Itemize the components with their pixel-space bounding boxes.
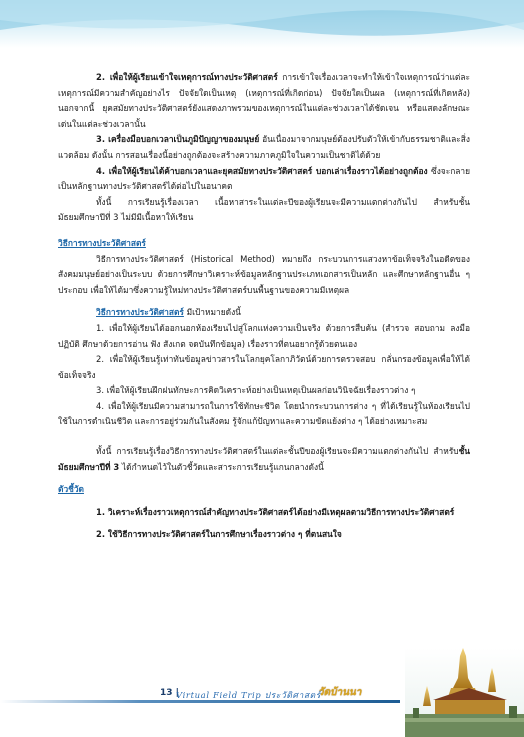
paragraph-closing <box>58 444 470 475</box>
goal-2-text: การเข้าใจเรื่องเวลาจะทำให้เข้าใจเหตุการณ์ว่าแต่ละเหตุการณ์มีความสำคัญอย่างไร ปัจจัยใดเป็นเหตุ (เหตุการณ์ที่เกิดก่อน) ปัจจัยใดเป็นผล (เหตุการณ์ที่เกิดหลัง) นอกจากนี้ ยุคสมัยทางประวัติศาสตร์ยังแสดงภาพรวมของเหตุการณ์ในแต่ละช่วงเวลาได้ชัดเจน หรือแสดงลักษณะเด่นในแต่ละช่วงเวลานั้น <box>58 72 470 129</box>
section-heading-indicators: ตัวชี้วัด <box>58 484 84 495</box>
list-item: 2. เพื่อให้ผู้เรียนรู้เท่าทันข้อมูลข่าวสารในโลกยุคโลกาภิวัตน์ด้วยการตรวจสอบ กลั่นกรองข้อมูลเพื่อให้ได้ข้อเท็จจริง <box>58 354 470 380</box>
footer-brand-text: Virtual Field Trip ประวัติศาสตร์ <box>176 691 321 701</box>
page-number: 13 | <box>160 688 179 698</box>
list-item: 4. เพื่อให้ผู้เรียนมีความสามารถในการใช้ทักษะชีวิต โดยนำกระบวนการต่าง ๆ ที่ได้เรียนรู้ในห้องเรียนไปใช้ในการดำเนินชีวิต และการอยู่ร่วมกันในสังคม รู้จักแก้ปัญหาและความขัดแย้งต่าง ๆ ได้อย่างเหมาะสม <box>58 400 470 427</box>
closing-post: ได้กำหนดไว้ในตัวชี้วัดและสาระการเรียนรู้แกนกลางดังนี้ <box>119 461 324 472</box>
indicator-item: 2. ใช้วิธีการทางประวัติศาสตร์ในการศึกษาเรื่องราวต่าง ๆ ที่ตนสนใจ <box>96 529 342 540</box>
paragraph-goal-2 <box>58 70 470 132</box>
closing-grade: ชั้นมัธยมศึกษาปีที่ 3 <box>58 446 470 472</box>
indicator-item: 1. วิเคราะห์เรื่องราวเหตุการณ์สำคัญทางประวัติศาสตร์ได้อย่างมีเหตุผลตามวิธีการทางประวัติศาสตร์ <box>96 506 455 517</box>
goal-4-lead: 4. เพื่อให้ผู้เรียนได้ค้าบอกเวลาและยุคสมัยทางประวัติศาสตร์ บอกเล่าเรื่องราวได้อย่างถูกต้อง <box>96 165 428 176</box>
goal-4-text: ซึ่งจะกลายเป็นหลักฐานทางประวัติศาสตร์ได้ต่อไปในอนาคต <box>58 165 471 192</box>
goal-3-text: อันเนื่องมาจากมนุษย์ต้องปรับตัวให้เข้ากับธรรมชาติและสิ่งแวดล้อม ดังนั้น การสอนเรื่องนี้อย่างถูกต้องจะสร้างความภาคภูมิใจในความเป็นชาติได้ด้วย <box>58 134 470 160</box>
paragraph-goals-intro <box>58 305 470 321</box>
closing-pre: ทั้งนี้ การเรียนรู้เรื่องวิธีการทางประวัติศาสตร์ในแต่ละชั้นปีของผู้เรียนจะมีความแตกต่างกันไป สำหรับ <box>96 446 459 457</box>
header-wave-decoration <box>0 0 524 48</box>
section-heading-historical-method: วิธีการทางประวัติศาสตร์ <box>58 237 146 248</box>
header-banner <box>0 0 524 48</box>
temple-illustration-icon <box>405 648 524 737</box>
list-item: 3. เพื่อให้ผู้เรียนฝึกฝนทักษะการคิดวิเคราะห์อย่างเป็นเหตุเป็นผลก่อนวินิจฉัยเรื่องราวต่าง ๆ <box>96 385 416 396</box>
list-item: 1. เพื่อให้ผู้เรียนได้ออกนอกห้องเรียนไปสู่โลกแห่งความเป็นจริง ด้วยการสืบค้น (สำรวจ สอบถาม ลงมือปฏิบัติ ศึกษาด้วยการอ่าน ฟัง สังเกต จดบันทึกข้อมูล) เรื่องราวที่ตนอยากรู้ด้วยตนเอง <box>58 322 470 349</box>
document-body <box>58 70 470 543</box>
paragraph-goal-4 <box>58 164 470 195</box>
paragraph-goal-3 <box>58 132 470 163</box>
footer-brand-logo-text: วัดบ้านนา <box>318 687 362 698</box>
goals-intro-heading: วิธีการทางประวัติศาสตร์ <box>96 307 184 318</box>
goal-2-lead: 2. เพื่อให้ผู้เรียนเข้าใจเหตุการณ์ทางประวัติศาสตร์ <box>96 72 278 82</box>
paragraph-summary: ทั้งนี้ การเรียนรู้เรื่องเวลา เนื้อหาสาระในแต่ละปีของผู้เรียนจะมีความแตกต่างกันไป สำหรับชั้นมัธยมศึกษาปีที่ 3 ไม่มีมีเนื้อหาให้เรียน <box>58 196 470 223</box>
goals-intro-tail: มีเป้าหมายดังนี้ <box>183 307 241 318</box>
goal-3-lead: 3. เครื่องมือบอกเวลาเป็นภูมิปัญญาของมนุษย์ <box>96 134 260 145</box>
paragraph-historical-method: วิธีการทางประวัติศาสตร์ (Historical Method) หมายถึง กระบวนการแสวงหาข้อเท็จจริงในอดีตของสังคมมนุษย์อย่างเป็นระบบ ด้วยการศึกษาวิเคราะห์ข้อมูลหลักฐานประเภทเอกสารเป็นหลัก และศึกษาหลักฐานอื่น ๆ ประกอบ เพื่อให้ได้มาซึ่งความรู้ใหม่ทางประวัติศาสตร์บนพื้นฐานของความมีเหตุผล <box>58 253 470 295</box>
